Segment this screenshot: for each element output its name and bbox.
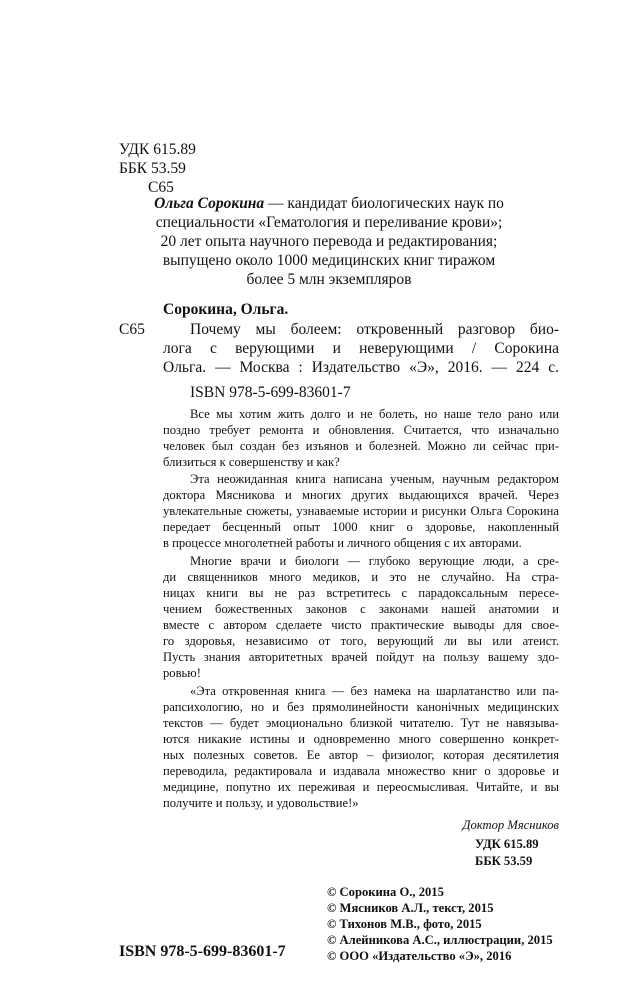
copyright-line: © Алейникова А.С., иллюстрации, 2015 — [327, 933, 553, 947]
author-note-line-5: более 5 млн экземпляров — [246, 271, 412, 288]
catalog-line-3: Ольга. — Москва : Издательство «Э», 2016. — 224 с. — [163, 359, 559, 376]
quote-signature: Доктор Мясников — [462, 818, 559, 832]
annotation-bbk: ББК 53.59 — [475, 854, 533, 868]
copyright-line: © Тихонов М.В., фото, 2015 — [327, 917, 482, 931]
author-note-line-1: Ольга Сорокина — кандидат биологических наук по — [154, 195, 504, 212]
catalog-mark: С65 — [119, 321, 145, 338]
copyright-line: © Сорокина О., 2015 — [327, 885, 444, 899]
author-note-line-4: выпущено около 1000 медицинских книг тиражом — [162, 252, 496, 269]
isbn-bottom: ISBN 978-5-699-83601-7 — [119, 943, 286, 960]
author-note-line-2: специальности «Гематология и переливание крови»; — [155, 214, 503, 231]
copyright-line: © Мясников А.Л., текст, 2015 — [327, 901, 494, 915]
annotation-udk: УДК 615.89 — [475, 837, 539, 851]
copyright-line: © ООО «Издательство «Э», 2016 — [327, 949, 512, 963]
catalog-heading: Сорокина, Ольга. — [163, 301, 289, 318]
udk-code: УДК 615.89 — [119, 141, 196, 158]
author-note-line-3: 20 лет опыта научного перевода и редактирования; — [160, 233, 498, 250]
bbk-code: ББК 53.59 — [119, 160, 186, 177]
catalog-line-2: лога с верующими и неверующими / Сорокина — [163, 340, 559, 357]
author-note — [100, 194, 558, 289]
author-name: Ольга Сорокина — [154, 195, 265, 212]
catalog-line-1: Почему мы болеем: откровенный разговор био- — [190, 321, 559, 338]
author-mark: С65 — [148, 179, 174, 196]
catalog-isbn: ISBN 978-5-699-83601-7 — [190, 384, 351, 401]
